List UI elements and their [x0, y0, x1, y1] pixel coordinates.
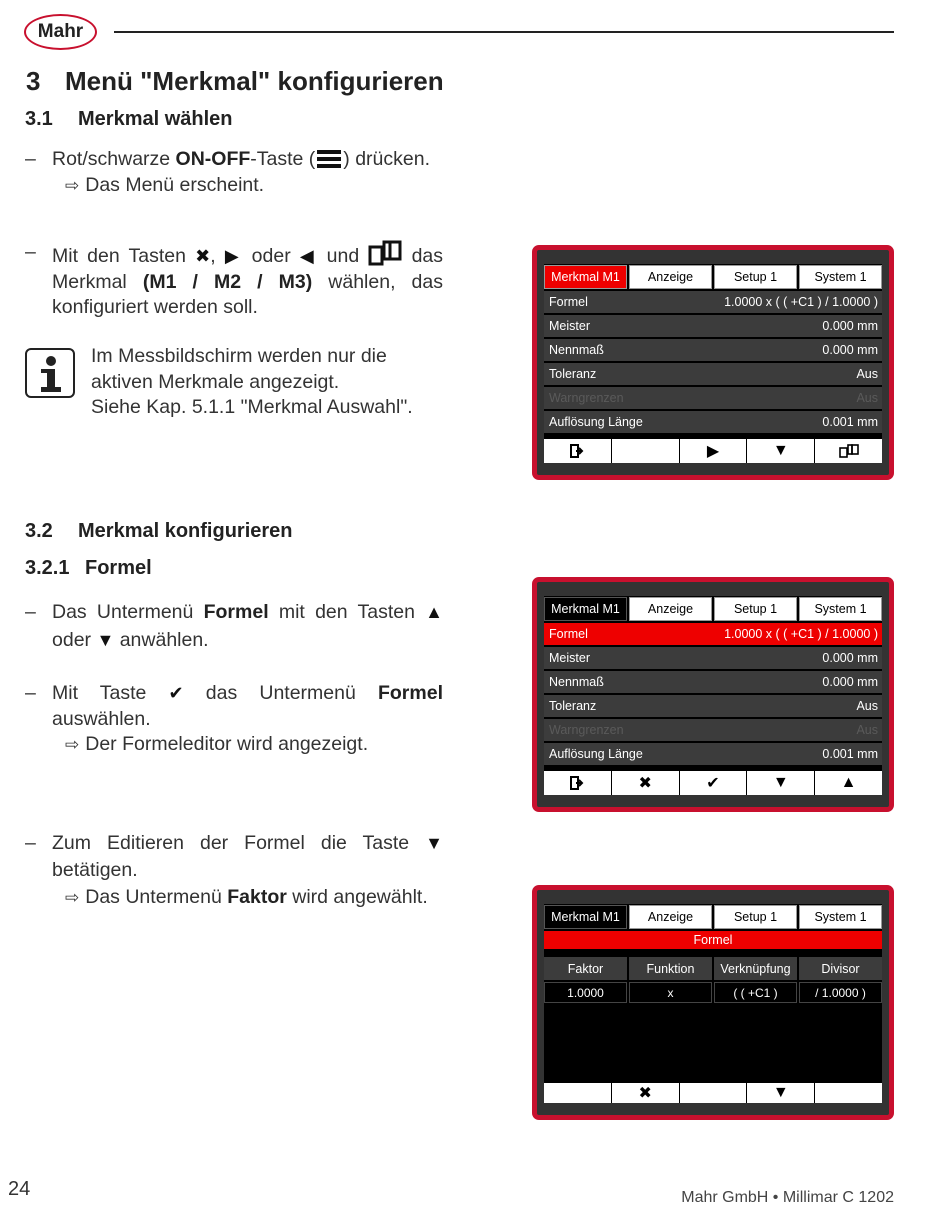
softkey-empty[interactable] [544, 1083, 611, 1103]
row-aufloesung[interactable] [544, 743, 882, 765]
section-3-2-1-heading [25, 557, 152, 580]
row-value: 0.001 mm [822, 415, 878, 429]
tab-merkmal[interactable]: Merkmal M1 [544, 905, 627, 929]
softkey-empty[interactable] [815, 1083, 882, 1103]
exit-icon [570, 776, 584, 790]
section-3-2-heading [25, 520, 293, 543]
step-text: -Taste ( [250, 148, 316, 170]
softkey-right[interactable]: ▶ [680, 439, 747, 463]
step-edit-formel [25, 830, 443, 911]
step-text: betätigen. [52, 859, 138, 881]
step-text: das Merkmal [52, 245, 444, 293]
row-toleranz[interactable] [544, 695, 882, 717]
step-text: wählen, das konfiguriert werden soll. [52, 270, 443, 318]
row-value: 1.0000 x ( ( +C1 ) / 1.0000 ) [724, 627, 878, 641]
down-key-icon: ▼ [96, 630, 115, 650]
footer-text: Mahr GmbH • Millimar C 1202 [681, 1189, 894, 1206]
row-label: Formel [549, 295, 588, 309]
row-nennmass[interactable] [544, 671, 882, 693]
column-verknuepfung [714, 957, 797, 1003]
step-select-formel [25, 598, 443, 654]
menu-name: Formel [203, 601, 269, 623]
result-arrow-icon: ⇨ [65, 888, 80, 907]
result-text: Der Formeleditor wird angezeigt. [85, 733, 369, 755]
row-value: 0.001 mm [822, 747, 878, 761]
result-text: Das Menü erscheint. [85, 173, 265, 196]
softkey-down[interactable]: ▼ [747, 771, 814, 795]
tab-system[interactable]: System 1 [799, 905, 882, 929]
result-arrow-icon: ⇨ [65, 735, 80, 754]
formula-table [544, 957, 882, 1003]
step-text: oder [52, 629, 97, 651]
result-text: Das Untermenü [85, 886, 228, 908]
tab-system[interactable]: System 1 [799, 597, 882, 621]
column-header: Funktion [629, 957, 712, 980]
section-3-1-heading [25, 108, 233, 131]
softkey-feature[interactable] [815, 439, 882, 463]
feature-key-icon [368, 240, 402, 266]
device-screen-2 [532, 577, 894, 812]
row-label: Toleranz [549, 367, 597, 381]
page-number: 24 [8, 1178, 31, 1200]
row-label: Toleranz [549, 699, 597, 713]
step-on-off [25, 147, 443, 198]
column-funktion [629, 957, 712, 1003]
info-reference: Siehe Kap. 5.1.1 "Merkmal Auswahl". [91, 396, 413, 418]
confirm-key-icon: ✔ [168, 683, 184, 703]
chapter-number: 3 [26, 66, 41, 96]
mahr-logo [24, 14, 97, 50]
step-dash: – [25, 682, 36, 704]
row-label: Meister [549, 651, 590, 665]
section-title: Formel [85, 557, 152, 579]
row-toleranz[interactable] [544, 363, 882, 385]
row-value: 0.000 mm [822, 675, 878, 689]
row-meister[interactable] [544, 315, 882, 337]
result-text: wird angewählt. [286, 886, 428, 908]
row-warngrenzen [544, 387, 882, 409]
row-value: Aus [856, 723, 878, 737]
section-number: 3.2 [25, 520, 53, 542]
row-label: Formel [549, 627, 588, 641]
info-icon [25, 348, 75, 398]
feature-ids: (M1 / M2 / M3) [142, 270, 313, 293]
tab-system[interactable]: System 1 [799, 265, 882, 289]
row-label: Auflösung Länge [549, 747, 643, 761]
step-text: mit den Tasten [268, 601, 426, 623]
row-aufloesung[interactable] [544, 411, 882, 433]
step-open-formel [25, 681, 443, 758]
left-key-icon: ◀ [299, 246, 318, 266]
step-text: das Untermenü [183, 682, 378, 704]
device-screen-3 [532, 885, 894, 1120]
chapter-title [26, 66, 444, 97]
tab-merkmal[interactable]: Merkmal M1 [544, 597, 627, 621]
row-formel[interactable] [544, 623, 882, 645]
tab-setup[interactable]: Setup 1 [714, 905, 797, 929]
column-header: Verknüpfung [714, 957, 797, 980]
up-key-icon: ▲ [425, 602, 443, 622]
row-label: Nennmaß [549, 675, 604, 689]
softkey-up[interactable]: ▲ [815, 771, 882, 795]
step-text: Mit Taste [52, 682, 169, 704]
step-result [65, 173, 443, 199]
step-result [65, 884, 443, 911]
menu-name: Formel [377, 682, 443, 704]
cancel-key-icon: ✖ [195, 246, 211, 266]
down-key-icon: ▼ [425, 833, 443, 853]
on-off-key: ON-OFF [175, 148, 251, 170]
row-formel[interactable] [544, 291, 882, 313]
row-value: 0.000 mm [822, 319, 878, 333]
column-faktor [544, 957, 627, 1003]
step-text: Rot/schwarze [52, 148, 176, 170]
softkey-empty[interactable] [612, 439, 679, 463]
menu-icon [317, 150, 341, 168]
softkey-exit[interactable] [544, 771, 611, 795]
info-text: Im Messbildschirm werden nur die aktiven Merkmale angezeigt. [91, 345, 387, 393]
step-dash: – [25, 832, 36, 854]
row-value: Aus [856, 699, 878, 713]
softkey-down[interactable]: ▼ [747, 1083, 814, 1103]
softkey-exit[interactable] [544, 439, 611, 463]
tab-anzeige[interactable]: Anzeige [629, 905, 712, 929]
column-header: Divisor [799, 957, 882, 980]
step-select-feature [25, 240, 443, 321]
tab-anzeige[interactable]: Anzeige [629, 265, 712, 289]
step-dash: – [25, 148, 36, 170]
step-text: Mit den Tasten [52, 245, 196, 267]
tab-setup[interactable]: Setup 1 [714, 265, 797, 289]
row-warngrenzen [544, 719, 882, 741]
divisor-field[interactable]: / 1.0000 ) [799, 982, 882, 1003]
row-label: Auflösung Länge [549, 415, 643, 429]
row-value: Aus [856, 391, 878, 405]
step-dash: – [25, 601, 36, 623]
row-label: Warngrenzen [549, 391, 624, 405]
step-text: , [210, 245, 225, 267]
step-dash: – [25, 241, 36, 263]
logo-text: Mahr [37, 21, 84, 42]
verknuepfung-field[interactable]: ( ( +C1 ) [714, 982, 797, 1003]
section-title: Merkmal konfigurieren [78, 520, 293, 542]
row-value: 0.000 mm [822, 343, 878, 357]
chapter-title-text: Menü "Merkmal" konfigurieren [65, 66, 444, 96]
device-screen-1 [532, 245, 894, 480]
step-text: ) drücken. [343, 148, 430, 170]
exit-icon [570, 444, 584, 458]
row-value: 0.000 mm [822, 651, 878, 665]
row-label: Nennmaß [549, 343, 604, 357]
step-text: Zum Editieren der Formel die Taste [52, 832, 426, 854]
tab-setup[interactable]: Setup 1 [714, 597, 797, 621]
softkey-cancel[interactable]: ✖ [612, 1083, 679, 1103]
step-text: Das Untermenü [52, 601, 204, 623]
right-key-icon: ▶ [224, 246, 243, 266]
feature-icon [839, 444, 859, 458]
header-rule [114, 31, 894, 33]
row-nennmass[interactable] [544, 339, 882, 361]
submenu-name: Faktor [227, 886, 287, 908]
formel-editor-title: Formel [544, 931, 882, 949]
softkey-confirm[interactable]: ✔ [680, 771, 747, 795]
softkey-cancel[interactable]: ✖ [612, 771, 679, 795]
row-meister[interactable] [544, 647, 882, 669]
faktor-field[interactable]: 1.0000 [544, 982, 627, 1003]
softkey-empty[interactable] [680, 1083, 747, 1103]
step-text: anwählen. [114, 629, 209, 651]
row-label: Warngrenzen [549, 723, 624, 737]
tab-anzeige[interactable]: Anzeige [629, 597, 712, 621]
section-number: 3.2.1 [25, 557, 70, 579]
step-text: oder [242, 245, 300, 267]
result-arrow-icon: ⇨ [65, 175, 80, 195]
funktion-field[interactable]: x [629, 982, 712, 1003]
row-label: Meister [549, 319, 590, 333]
column-header: Faktor [544, 957, 627, 980]
section-number: 3.1 [25, 108, 53, 130]
step-text: und [317, 245, 369, 267]
step-text: auswählen. [52, 707, 151, 730]
step-result [65, 732, 443, 758]
row-value: 1.0000 x ( ( +C1 ) / 1.0000 ) [724, 295, 878, 309]
tab-merkmal[interactable]: Merkmal M1 [544, 265, 627, 289]
row-value: Aus [856, 367, 878, 381]
info-note [25, 344, 443, 421]
softkey-down[interactable]: ▼ [747, 439, 814, 463]
column-divisor [799, 957, 882, 1003]
section-title: Merkmal wählen [78, 108, 233, 130]
